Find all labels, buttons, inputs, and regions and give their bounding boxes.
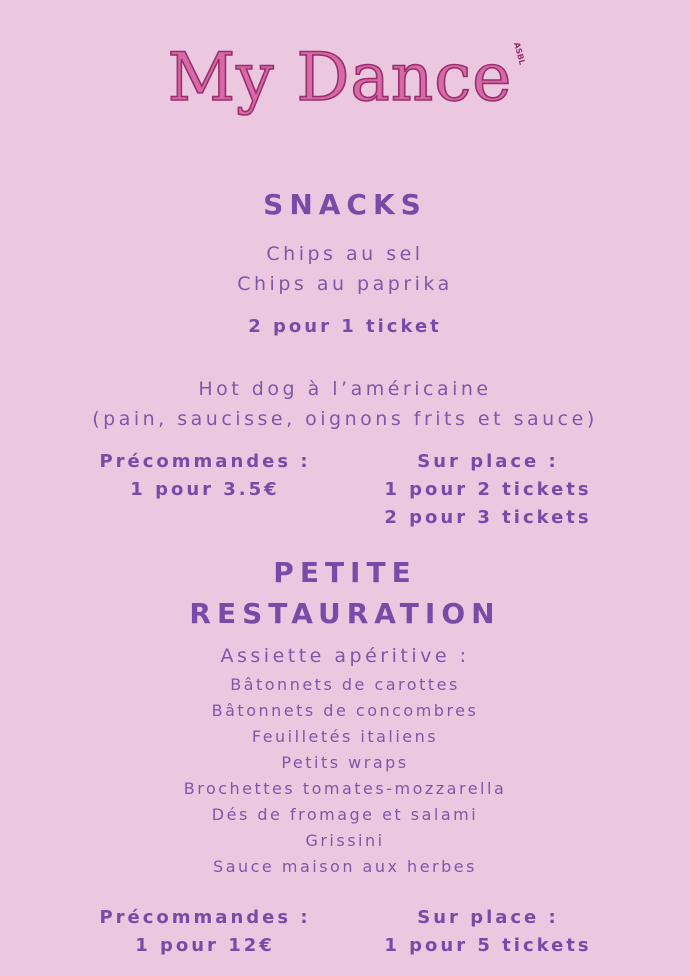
hotdog-onsite — [348, 448, 628, 532]
aperitive-item: Petits wraps — [281, 753, 409, 772]
snack-item-chips-sel: Chips au sel — [266, 243, 424, 265]
my-dance-logo — [0, 30, 690, 120]
hotdog-preorder-label: Précommandes : — [99, 451, 311, 472]
petite-restauration-title-line1: PETITE — [273, 556, 417, 589]
restauration-preorder-label: Précommandes : — [99, 907, 311, 928]
restauration-preorder-price: 1 pour 12€ — [135, 935, 275, 956]
hotdog-onsite-price-1: 1 pour 2 tickets — [384, 479, 592, 500]
aperitive-item: Grissini — [305, 831, 385, 850]
aperitive-item: Feuilletés italiens — [251, 727, 439, 746]
snacks-price: 2 pour 1 ticket — [248, 316, 442, 337]
assiette-aperitive-subtitle: Assiette apéritive : — [220, 645, 470, 667]
logo-wordmark: My Dance — [167, 39, 513, 116]
logo-badge-asbl: ASBL — [512, 41, 527, 66]
restauration-onsite — [348, 904, 628, 960]
hotdog-onsite-label: Sur place : — [417, 451, 559, 472]
restauration-onsite-label: Sur place : — [417, 907, 559, 928]
restauration-onsite-price: 1 pour 5 tickets — [384, 935, 592, 956]
hotdog-onsite-price-2: 2 pour 3 tickets — [384, 507, 592, 528]
aperitive-item: Sauce maison aux herbes — [213, 857, 477, 876]
petite-restauration-title-line2: RESTAURATION — [189, 597, 501, 630]
snacks-title: SNACKS — [263, 188, 427, 221]
snack-item-chips-paprika: Chips au paprika — [237, 273, 453, 295]
aperitive-item: Bâtonnets de carottes — [230, 675, 460, 694]
hotdog-preorder — [65, 448, 345, 504]
aperitive-item: Dés de fromage et salami — [211, 805, 479, 824]
hotdog-preorder-price: 1 pour 3.5€ — [130, 479, 280, 500]
restauration-preorder — [65, 904, 345, 960]
hotdog-name: Hot dog à l’américaine — [198, 378, 492, 400]
hotdog-description: (pain, saucisse, oignons frits et sauce) — [92, 408, 598, 430]
aperitive-item: Bâtonnets de concombres — [211, 701, 479, 720]
aperitive-item: Brochettes tomates-mozzarella — [183, 779, 507, 798]
